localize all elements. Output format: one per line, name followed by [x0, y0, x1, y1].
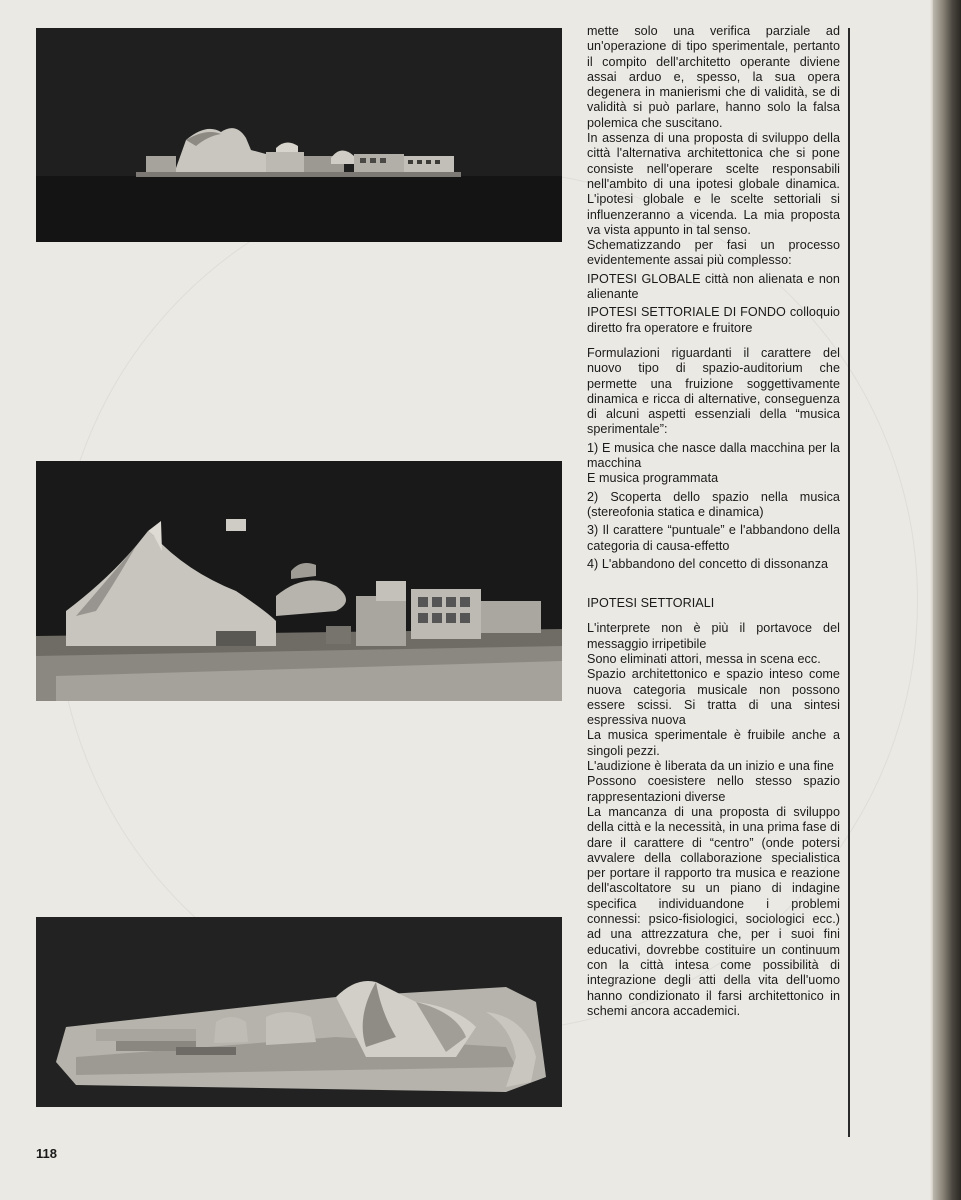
- list-item-3: 3) Il carattere “puntuale” e l'abbandono della categoria di causa-effetto: [587, 523, 840, 553]
- settoriali-3: Spazio architettonico e spazio inteso come nuova categoria musicale non possono essere scissi. Si tratta di una sintesi espressiva nuova: [587, 667, 840, 728]
- list-item-2: 2) Scoperta dello spazio nella musica (stereofonia statica e dinamica): [587, 489, 840, 519]
- text-ipotesi-globale: città non alienata e non alienante: [587, 271, 840, 302]
- paragraph-formulazioni: Formulazioni riguardanti il carattere del nuovo tipo di spazio-auditorium che permette una fruizione soggettivamente dinamica e ricca di alternative, conseguenza di alcuni aspetti essenziali della “musica sperimentale”:: [587, 345, 840, 437]
- book-spine: [933, 0, 961, 1200]
- article-text-column: [587, 24, 840, 1019]
- model-photo-elevation: [36, 28, 562, 242]
- label-ipotesi-globale: IPOTESI GLOBALE: [587, 271, 701, 286]
- label-ipotesi-settoriale-fondo: IPOTESI SETTORIALE DI FONDO: [587, 305, 786, 320]
- settoriali-7: La mancanza di una proposta di sviluppo della città e la necessità, in una prima fase di dare il carattere di “centro” (onde potersi avvalere della collaborazione specialistica per portare il rapporto tra musica e reazione dell'ascoltatore su un piano di indagine specifica individuandone i problemi connessi: psico-fisiologici, sociologici ecc.) ad una attrezzatura che, per i suoi fini educativi, dovrebbe costituire un continuum con la città intesa come possibilità di integrazione degli atti della vita dell'uomo hanno condizionato il farsi architettonico in schemi ancora accademici.: [587, 804, 841, 1018]
- list-item-1b: E musica programmata: [587, 471, 719, 486]
- paragraph-ipotesi-settoriale-fondo: [587, 305, 840, 336]
- model-photo-perspective: [36, 461, 562, 701]
- settoriali-5: L'audizione è liberata da un inizio e una fine: [587, 759, 834, 774]
- paragraph-ipotesi-globale: [587, 272, 840, 303]
- model-photo-aerial: [36, 917, 562, 1107]
- list-item-1a: 1) E musica che nasce dalla macchina per la macchina: [587, 440, 840, 471]
- section-heading: IPOTESI SETTORIALI: [587, 596, 715, 611]
- page-number: 118: [36, 1146, 57, 1161]
- settoriali-2: Sono eliminati attori, messa in scena ecc.: [587, 651, 821, 666]
- paragraph-1: mette solo una verifica parziale ad un'operazione di tipo sperimentale, pertanto il compito dell'architetto operante diviene assai arduo e, spesso, la sua opera degenera in manierismi che di validità, se di validità si può parlare, hanno solo la falsa polemica che suscitano.: [587, 24, 840, 130]
- settoriali-6: Possono coesistere nello stesso spazio rappresentazioni diverse: [587, 774, 840, 804]
- text-ipotesi-settoriale-fondo: colloquio diretto fra operatore e fruitore: [587, 305, 840, 335]
- column-rule: [848, 28, 850, 1137]
- paragraph-2: In assenza di una proposta di sviluppo della città l'alternativa architettonica che si pone consiste nell'operare scelte responsabili nell'ambito di una ipotesi globale dinamica. L'ipotesi globale e le scelte settoriali si influenzeranno a vicenda. La mia proposta va vista appunto in tal senso.: [587, 131, 840, 237]
- settoriali-1: L'interprete non è più il portavoce del messaggio irripetibile: [587, 621, 840, 651]
- settoriali-4: La musica sperimentale è fruibile anche a singoli pezzi.: [587, 728, 840, 758]
- list-item-4: 4) L'abbandono del concetto di dissonanza: [587, 556, 829, 571]
- paragraph-3: Schematizzando per fasi un processo evidentemente assai più complesso:: [587, 238, 840, 268]
